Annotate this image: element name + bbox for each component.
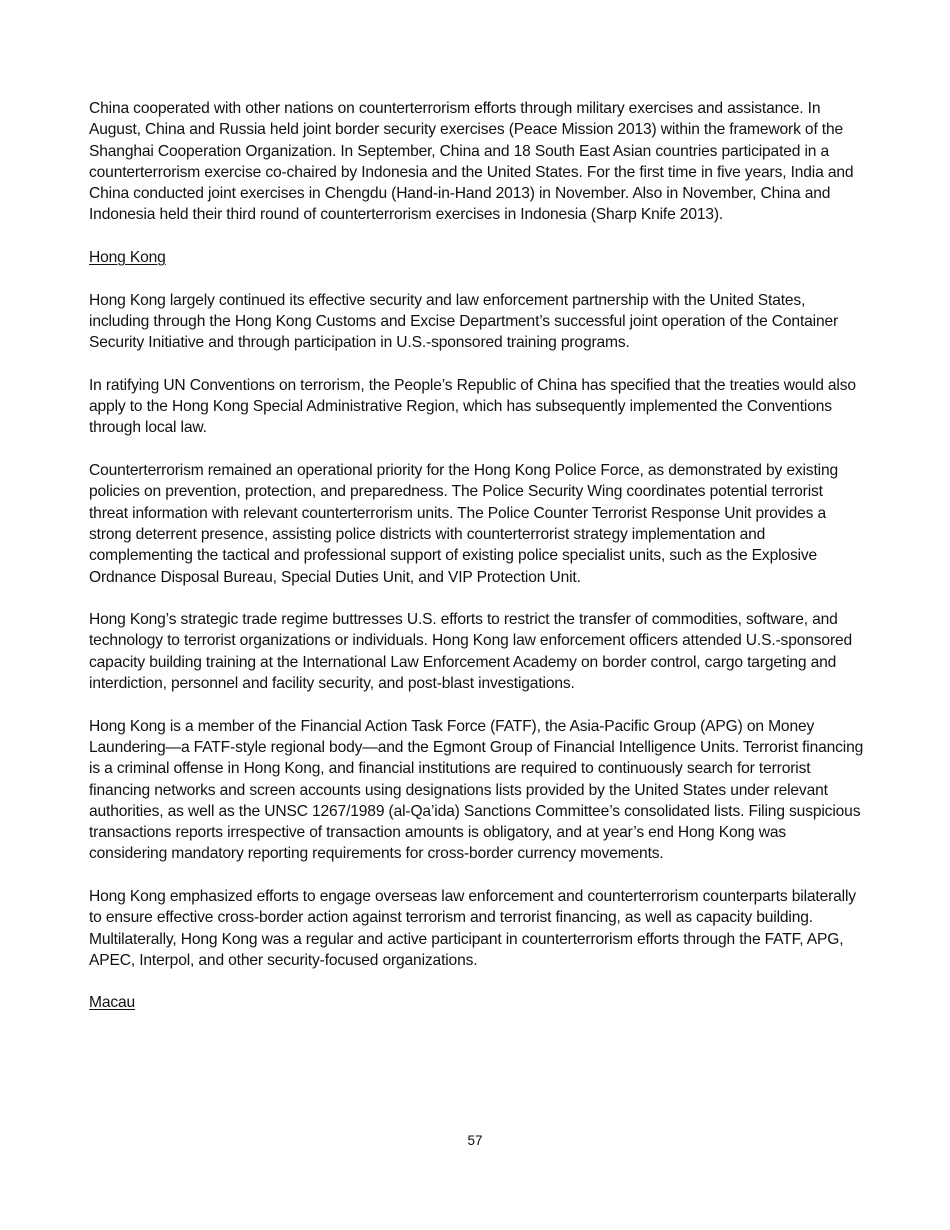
page-number: 57 — [467, 1133, 483, 1148]
paragraph-hk-partnership: Hong Kong largely continued its effective security and law enforcement partnership with the United States, including through the Hong Kong Customs and Excise Department’s successful joint operation of the Container Security Initiative and through participation in U.S.-sponsored training programs. — [89, 291, 839, 352]
section-heading-macau: Macau — [89, 994, 136, 1012]
paragraph-hk-fatf: Hong Kong is a member of the Financial Action Task Force (FATF), the Asia-Pacific Group (APG) on Money Laundering—a FATF-style regional body—and the Egmont Group of Financial Intelligence Units. Terrorist financing is a criminal offense in Hong Kong, and financial institutions are required to continuously search for terrorist financing networks and screen accounts using designations lists provided by the United States under relevant authorities, as well as the UNSC 1267/1989 (al-Qa’ida) Sanctions Committee’s consolidated lists. Filing suspicious transactions reports irrespective of transaction amounts is obligatory, and at year’s end Hong Kong was considering mandatory reporting requirements for cross-border currency movements. — [89, 717, 864, 863]
paragraph-hk-engagement: Hong Kong emphasized efforts to engage overseas law enforcement and counterterrorism counterparts bilaterally to ensure effective cross-border action against terrorism and terrorist financing, as well as capacity building. Multilaterally, Hong Kong was a regular and active participant in counterterrorism efforts through the FATF, APG, APEC, Interpol, and other security-focused organizations. — [89, 887, 856, 969]
paragraph-hk-police: Counterterrorism remained an operational priority for the Hong Kong Police Force, as demonstrated by existing policies on prevention, protection, and preparedness. The Police Security Wing coordinates potential terrorist threat information with relevant counterterrorism units. The Police Counter Terrorist Response Unit provides a strong deterrent presence, assisting police districts with counterterrorist strategy implementation and complementing the tactical and professional support of existing police specialist units, such as the Explosive Ordnance Disposal Bureau, Special Duties Unit, and VIP Protection Unit. — [89, 462, 838, 586]
paragraph-hk-trade-regime: Hong Kong’s strategic trade regime buttresses U.S. efforts to restrict the transfer of commodities, software, and technology to terrorist organizations or individuals. Hong Kong law enforcement officers attended U.S.-sponsored capacity building training at the International Law Enforcement Academy on border control, cargo targeting and interdiction, personnel and facility security, and post-blast investigations. — [89, 611, 853, 693]
paragraph-hk-un-conventions: In ratifying UN Conventions on terrorism, the People’s Republic of China has specified that the treaties would also apply to the Hong Kong Special Administrative Region, which has subsequently implemented the Conventions through local law. — [89, 376, 856, 437]
document-page — [89, 98, 864, 1035]
section-heading-hong-kong: Hong Kong — [89, 249, 166, 267]
paragraph-china-cooperation: China cooperated with other nations on counterterrorism efforts through military exercises and assistance. In August, China and Russia held joint border security exercises (Peace Mission 2013) within the framework of the Shanghai Cooperation Organization. In September, China and 18 South East Asian countries participated in a counterterrorism exercise co-chaired by Indonesia and the United States. For the first time in five years, India and China conducted joint exercises in Chengdu (Hand-in-Hand 2013) in November. Also in November, China and Indonesia held their third round of counterterrorism exercises in Indonesia (Sharp Knife 2013). — [89, 100, 854, 224]
